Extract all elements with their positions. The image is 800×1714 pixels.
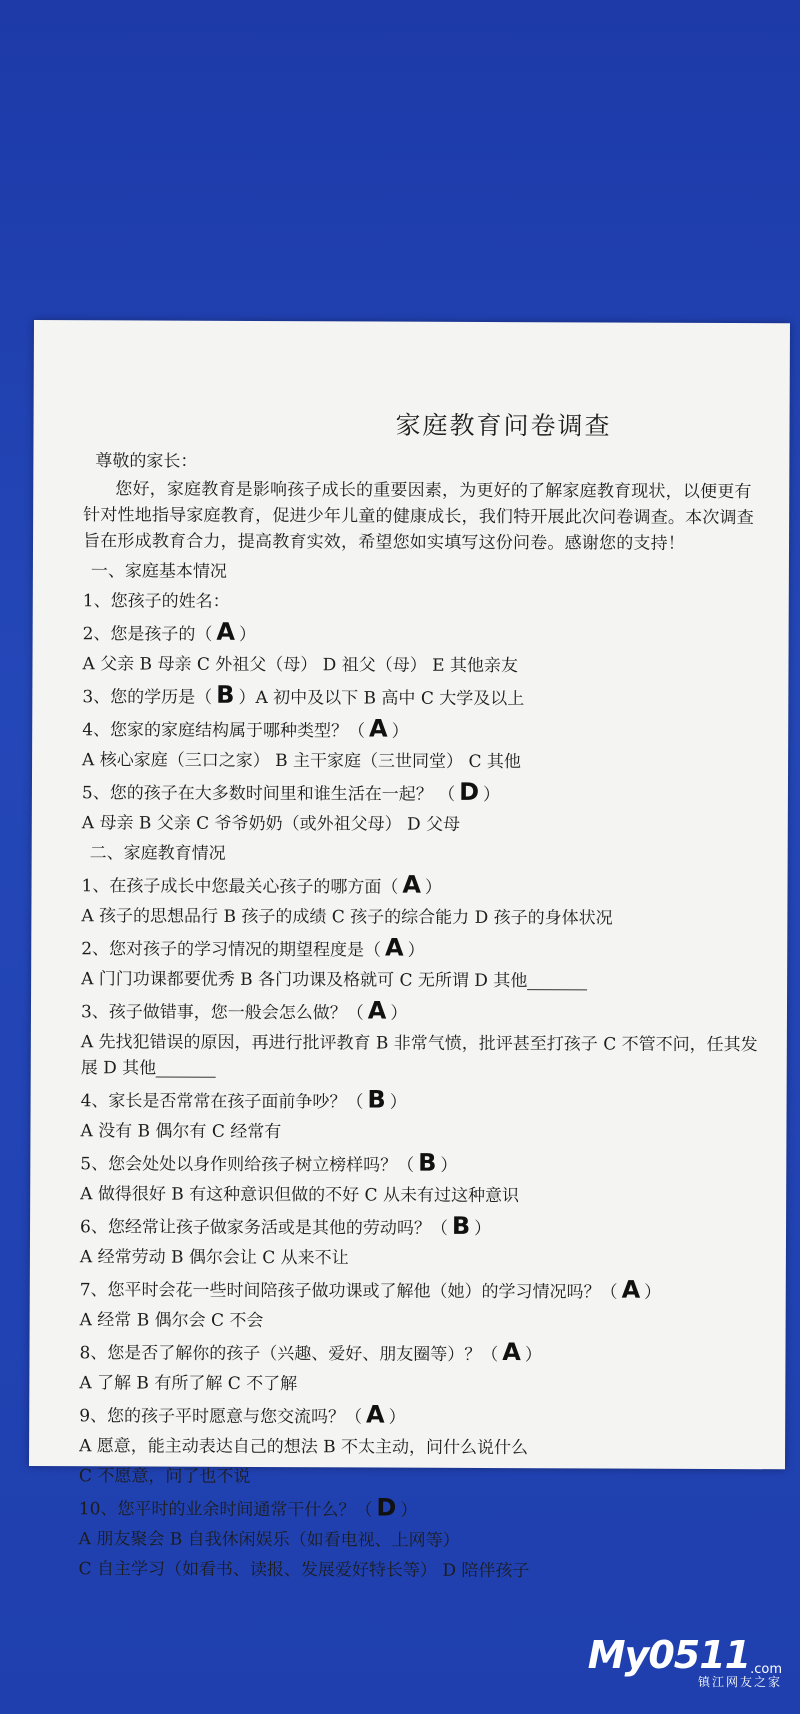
question-s2-10: 10、您平时的业余时间通常干什么？（ D ） (78, 1493, 418, 1522)
question-s2-9: 9、您的孩子平时愿意与您交流吗？（ A ） (79, 1400, 406, 1429)
options-s2-1: A 孩子的思想品行 B 孩子的成绩 C 孩子的综合能力 D 孩子的身体状况 (81, 906, 613, 929)
question-s2-4: 4、家长是否常常在孩子面前争吵？（ B ） (80, 1085, 407, 1114)
options-s1-5: A 母亲 B 父亲 C 爷爷奶奶（或外祖父母） D 父母 (81, 813, 461, 835)
question-s1-5: 5、您的孩子在大多数时间里和谁生活在一起？ （ D ） (81, 777, 501, 806)
handwritten-answer: B (418, 1148, 437, 1177)
options-s2-4: A 没有 B 偶尔有 C 经常有 (80, 1121, 282, 1143)
question-s1-2: 2、您是孩子的（ A ） (82, 617, 257, 646)
options-s2-10: A 朋友聚会 B 自我休闲娱乐（如看电视、上网等） (78, 1529, 460, 1551)
options-s2-7: A 经常 B 偶尔会 C 不会 (79, 1310, 264, 1332)
question-s1-4: 4、您家的家庭结构属于哪种类型？（ A ） (82, 714, 409, 743)
handwritten-answer: A (367, 996, 387, 1025)
watermark-subtitle: 镇江网友之家 (697, 1675, 782, 1689)
handwritten-answer: D (459, 777, 480, 806)
options-s1-4: A 核心家庭（三口之家） B 主干家庭（三世同堂） C 其他 (82, 750, 521, 773)
question-s2-6: 6、您经常让孩子做家务活或是其他的劳动吗？（ B ） (79, 1211, 492, 1240)
options-s2-8: A 了解 B 有所了解 C 不了解 (79, 1373, 298, 1395)
questionnaire-paper (29, 320, 790, 1582)
options-s2-9-cont: C 不愿意，问了也不说 (78, 1466, 251, 1487)
question-s2-5: 5、您会处处以身作则给孩子树立榜样吗？（ B ） (80, 1148, 458, 1177)
handwritten-answer: A (216, 617, 236, 646)
handwritten-answer: D (376, 1493, 397, 1522)
fill-blank (156, 1061, 216, 1078)
handwritten-answer: A (368, 714, 388, 743)
question-s2-2: 2、您对孩子的学习情况的期望程度是（ A ） (81, 933, 425, 962)
options-s1-2: A 父亲 B 母亲 C 外祖父（母） D 祖父（母） E 其他亲友 (82, 654, 518, 677)
handwritten-answer: B (451, 1211, 471, 1240)
watermark-suffix: .com (750, 1662, 782, 1677)
page-title: 家庭教育问卷调查 (395, 410, 612, 441)
options-s2-6: A 经常劳动 B 偶尔会让 C 从来不让 (79, 1247, 349, 1269)
site-watermark (588, 1633, 782, 1690)
handwritten-answer: B (216, 680, 235, 709)
options-s2-10-cont: C 自主学习（如看书、读报、发展爱好特长等） D 陪伴孩子 (78, 1559, 530, 1582)
questionnaire-content (78, 404, 763, 1589)
question-s2-3: 3、孩子做错事，您一般会怎么做？（ A ） (80, 996, 408, 1025)
question-s2-1: 1、在孩子成长中您最关心孩子的哪方面（ A ） (81, 870, 442, 899)
question-s2-7: 7、您平时会花一些时间陪孩子做功课或了解他（她）的学习情况吗？（ A ） (79, 1275, 662, 1304)
options-s2-3: A 先找犯错误的原因，再进行批评教育 B 非常气愤，批评甚至打孩子 C 不管不问，任其发展 D 其他 (80, 1032, 758, 1079)
handwritten-answer: A (502, 1338, 521, 1367)
watermark-logo: My0511 (587, 1633, 751, 1677)
section-heading-basic: 一、家庭基本情况 (90, 561, 227, 582)
options-s2-2: A 门门功课都要优秀 B 各门功课及格就可 C 无所谓 D 其他 (81, 966, 761, 995)
question-s1-1: 1、您孩子的姓名： (82, 591, 230, 612)
fill-blank (527, 973, 587, 990)
greeting: 尊敬的家长： (95, 451, 198, 472)
section-heading-education: 二、家庭教育情况 (89, 843, 226, 864)
options-s2-9: A 愿意，能主动表达自己的想法 B 不太主动，问什么说什么 (79, 1436, 529, 1459)
intro-paragraph: 您好，家庭教育是影响孩子成长的重要因素，为更好的了解家庭教育现状，以便更有针对性地指导家庭教育，促进少年儿童的健康成长，我们特开展此次问卷调查。本次调查旨在形成教育合力，提高教育实效，希望您如实填写这份问卷。感谢您的支持！ (82, 479, 754, 554)
handwritten-answer: A (621, 1275, 641, 1304)
handwritten-answer: A (385, 933, 404, 962)
handwritten-answer: A (402, 870, 422, 899)
question-s2-8: 8、您是否了解你的孩子（兴趣、爱好、朋友圈等）？（ A ） (79, 1338, 542, 1367)
handwritten-answer: B (367, 1085, 386, 1114)
question-s1-3: 3、您的学历是（ B ）A 初中及以下 B 高中 C 大学及以上 (82, 680, 525, 710)
handwritten-answer: A (365, 1400, 385, 1429)
options-s2-5: A 做得很好 B 有这种意识但做的不好 C 从未有过这种意识 (80, 1184, 520, 1207)
